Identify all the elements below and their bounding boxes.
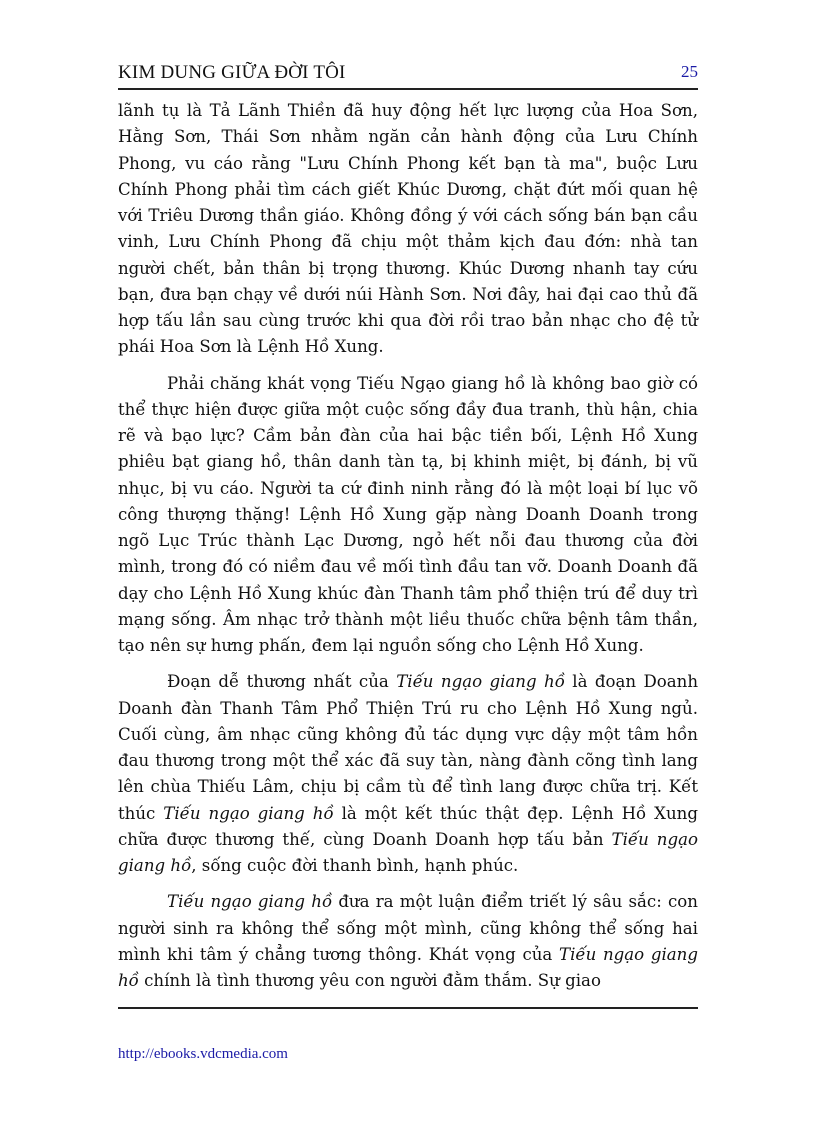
page-header [118,62,698,90]
text-segment: , sống cuộc đời thanh bình, hạnh phúc. [191,856,519,875]
book-title-italic: Tiếu ngạo giang hồ [167,892,333,912]
paragraph [118,98,698,361]
text-segment: Phải chăng khát vọng Tiếu Ngạo giang hồ là không bao giờ có thể thực hiện được giữa một cuộc sống đầy đua tranh, thù hận, chia rẽ và bạo lực? Cầm bản đàn của hai bậc tiền bối, Lệnh Hồ Xung phiêu bạt giang hồ, thân danh tàn tạ, bị khinh miệt, bị đánh, bị vũ nhục, bị vu cáo. Người ta cứ đinh ninh rằng đó là một loại bí lục võ công thượng thặng! Lệnh Hồ Xung gặp nàng Doanh Doanh trong ngõ Lục Trúc thành Lạc Dương, ngỏ hết nỗi đau thương của đời mình, trong đó có niềm đau về mối tình đầu tan vỡ. Doanh Doanh đã dạy cho Lệnh Hồ Xung khúc đàn Thanh tâm phổ thiện trú để duy trì mạng sống. Âm nhạc trở thành một liều thuốc chữa bệnh tâm thần, tạo nên sự hưng phấn, đem lại nguồn sống cho Lệnh Hồ Xung. [118,373,698,655]
book-title-italic: Tiếu ngạo giang hồ [396,672,565,692]
body-text [118,98,698,1004]
text-segment: lãnh tụ là Tả Lãnh Thiền đã huy động hết lực lượng của Hoa Sơn, Hằng Sơn, Thái Sơn nhằm ngăn cản hành động của Lưu Chính Phong, vu cáo rằng "Lưu Chính Phong kết bạn tà ma", buộc Lưu Chính Phong phải tìm cách giết Khúc Dương, chặt đứt mối quan hệ với Triêu Dương thần giáo. Không đồng ý với cách sống bán bạn cầu vinh, Lưu Chính Phong đã chịu một thảm kịch đau đớn: nhà tan người chết, bản thân bị trọng thương. Khúc Dương nhanh tay cứu bạn, đưa bạn chạy về dưới núi Hành Sơn. Nơi đây, hai đại cao thủ đã hợp tấu lần sau cùng trước khi qua đời rồi trao bản nhạc cho đệ tử phái Hoa Sơn là Lệnh Hồ Xung. [118,101,698,357]
page-footer [118,1007,698,1062]
text-segment: là đoạn Doanh Doanh đàn Thanh Tâm Phổ Thiện Trú ru cho Lệnh Hồ Xung ngủ. Cuối cùng, âm nhạc cũng không đủ tác dụng vực dậy một tâm hồn đau thương trong một thể xác đã suy tàn, nàng đành cõng tình lang lên chùa Thiếu Lâm, chịu bị cầm tù để tình lang được chữa trị. Kết thúc [118,672,699,823]
book-title-italic: Tiếu ngạo giang hồ [118,944,698,990]
book-title-italic: Tiếu ngạo giang hồ [163,803,334,823]
text-segment: đưa ra một luận điểm triết lý sâu sắc: con người sinh ra không thể sống một mình, cũng không thể sống hai mình khi tâm ý chẳng tương thông. Khát vọng của [118,892,698,964]
page-number: 25 [681,62,698,81]
book-title-italic: Tiếu ngạo giang hồ [118,829,698,875]
text-segment: chính là tình thương yêu con người đằm thắm. Sự giao [138,971,601,990]
paragraph [118,371,698,660]
paragraph [118,889,698,994]
paragraph [118,669,698,879]
text-segment: là một kết thúc thật đẹp. Lệnh Hồ Xung chữa được thương thế, cùng Doanh Doanh hợp tấu bản [118,803,698,849]
text-segment: Đoạn dễ thương nhất của [167,672,397,692]
running-title: KIM DUNG GIỮA ĐỜI TÔI [118,62,346,83]
footer-link[interactable]: http://ebooks.vdcmedia.com [118,1046,288,1062]
